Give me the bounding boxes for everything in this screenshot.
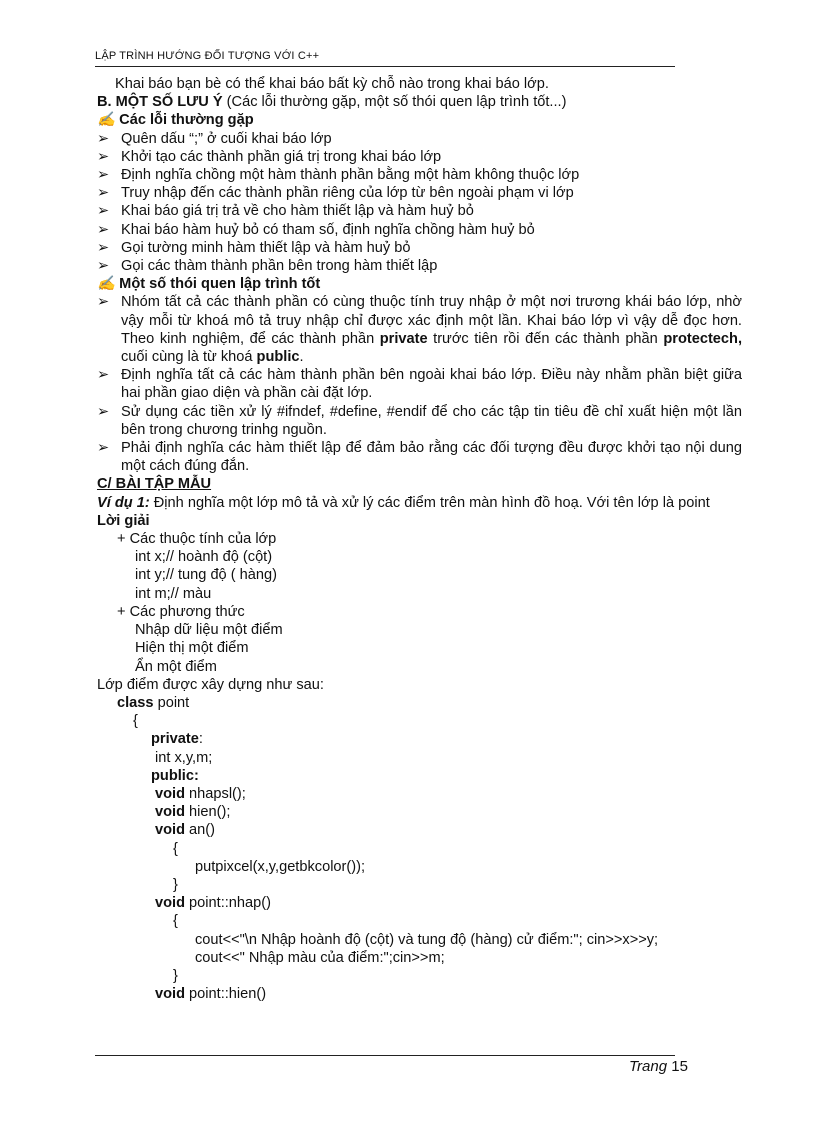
habit1-part2: trước tiên rồi đến các thành phần (427, 330, 664, 347)
list-item (97, 184, 742, 202)
keyword-public: public (256, 349, 300, 366)
example-label: Ví dụ 1: (97, 494, 150, 511)
solution-label: Lời giải (97, 512, 150, 529)
page-footer (629, 1058, 688, 1075)
code-line: { (173, 913, 178, 930)
section-b-title (97, 93, 742, 111)
keyword-protected: protectech, (663, 330, 743, 347)
pencil-icon: ✍ (97, 276, 116, 293)
keyword-class: class (117, 694, 154, 711)
list-item (97, 439, 742, 475)
errors-heading-text: Các lỗi thường gặp (119, 112, 254, 129)
list-item (97, 403, 742, 439)
method-line: Hiện thị một điểm (135, 640, 249, 657)
keyword-void: void (155, 785, 185, 802)
header-rule (95, 66, 675, 67)
code-line: int x,y,m; (155, 749, 213, 766)
list-item (97, 130, 742, 148)
attr-heading: + Các thuộc tính của lớp (117, 531, 277, 548)
keyword-void: void (155, 804, 185, 821)
habit1-part4: . (299, 349, 304, 366)
list-item-text: Quên dấu “;” ở cuối khai báo lớp (121, 130, 332, 147)
list-item-text: Khai báo giá trị trả về cho hàm thiết lập và hàm huỷ bỏ (121, 203, 474, 220)
code-line: cout<<"\n Nhập hoành độ (cột) và tung độ (hàng) cử điểm:"; cin>>x>>y; (195, 931, 659, 948)
arrow-right-icon: ➢ (97, 258, 110, 275)
code-line (97, 894, 742, 912)
code-line: public: (151, 767, 199, 784)
intro-line: Khai báo bạn bè có thể khai báo bất kỳ chỗ nào trong khai báo lớp. (115, 76, 549, 92)
footer-rule (95, 1055, 675, 1056)
arrow-right-icon: ➢ (97, 203, 110, 220)
list-item-text: Gọi tường minh hàm thiết lập và hàm huỷ bỏ (121, 239, 411, 256)
code-line (97, 694, 742, 712)
keyword-void: void (155, 895, 185, 912)
list-item-text: Khai báo hàm huỷ bỏ có tham số, định nghĩa chồng hàm huỷ bỏ (121, 221, 535, 238)
running-header: LẬP TRÌNH HƯỚNG ĐỐI TƯỢNG VỚI C++ (95, 50, 320, 62)
example-text: Định nghĩa một lớp mô tả và xử lý các điểm trên màn hình đồ hoạ. Với tên lớp là point (149, 494, 710, 511)
attr-line: int m;// màu (135, 585, 212, 602)
list-item (97, 293, 742, 366)
code-line (97, 785, 742, 803)
list-item (97, 166, 742, 184)
arrow-right-icon: ➢ (97, 148, 110, 165)
code-line: { (173, 840, 178, 857)
arrow-right-icon: ➢ (97, 367, 110, 384)
list-item-text: Định nghĩa chồng một hàm thành phần bằng một hàm không thuộc lớp (121, 167, 580, 184)
arrow-right-icon: ➢ (97, 221, 110, 238)
habit1-part1: Nhóm tất cả các thành phần có cùng thuộc tính truy nhập ở một nơi trương khái báo lớp, nhờ vậy mỗi từ khoá mô tả truy nhập chỉ được xác định một lần. Khai báo lớp vì vậy dễ đọc hơn. Theo kinh nghiệm, để các thành phần (121, 294, 742, 347)
attr-line: int x;// hoành độ (cột) (135, 549, 273, 566)
errors-heading (97, 111, 742, 129)
arrow-right-icon: ➢ (97, 403, 110, 420)
page-label: Trang (629, 1058, 668, 1075)
section-b-heading: B. MỘT SỐ LƯU Ý (97, 94, 223, 111)
habits-heading (97, 275, 742, 293)
keyword-void: void (155, 986, 185, 1003)
class-name: point (153, 694, 190, 711)
list-item-text: Gọi các thàm thành phần bên trong hàm thiết lập (121, 258, 438, 275)
code-line: { (133, 713, 138, 730)
keyword-private: private (151, 731, 199, 748)
section-c-heading: C/ BÀI TẬP MẪU (97, 476, 212, 493)
arrow-right-icon: ➢ (97, 440, 110, 457)
method-line: Nhập dữ liệu một điểm (135, 622, 283, 639)
list-item (97, 148, 742, 166)
keyword-private: private (379, 330, 428, 347)
list-item (97, 366, 742, 402)
page-body (97, 75, 742, 1003)
method-line: Ẩn một điểm (135, 658, 217, 675)
pencil-icon: ✍ (97, 112, 116, 129)
code-line (97, 821, 742, 839)
arrow-right-icon: ➢ (97, 185, 110, 202)
code-line: putpixcel(x,y,getbkcolor()); (195, 858, 366, 875)
list-item-text: Sử dụng các tiền xử lý #ifndef, #define, #endif để cho các tập tin tiêu đề chỉ xuất hiện một lần bên trong chương trinhg nguồn. (121, 403, 742, 438)
section-b-subtitle: (Các lỗi thường gặp, một số thói quen lập trình tốt...) (222, 94, 567, 111)
habit1-part3: cuối cùng là từ khoá (121, 349, 257, 366)
list-item (97, 257, 742, 275)
code-colon: : (198, 731, 203, 748)
page-number: 15 (671, 1058, 688, 1075)
method-heading: + Các phương thức (117, 603, 245, 620)
attr-line: int y;// tung độ ( hàng) (135, 567, 277, 584)
list-item-text: Phải định nghĩa các hàm thiết lập để đảm bảo rằng các đối tượng đều được khởi tạo nội dung một cách đúng đắn. (121, 440, 742, 475)
list-item (97, 239, 742, 257)
list-item (97, 202, 742, 220)
code-line (97, 730, 742, 748)
code-line: cout<<" Nhập màu của điểm:";cin>>m; (195, 949, 445, 966)
code-text: point::hien() (185, 986, 267, 1003)
arrow-right-icon: ➢ (97, 130, 110, 147)
list-item-text: Khởi tạo các thành phần giá trị trong khai báo lớp (121, 148, 442, 165)
list-item (97, 221, 742, 239)
example-1 (97, 494, 742, 512)
code-text: hien(); (185, 804, 231, 821)
code-text: point::nhap() (185, 895, 271, 912)
list-item-text: Định nghĩa tất cả các hàm thành phần bên ngoài khai báo lớp. Điều này nhằm phần biệt giữa hai phần giao diện và phần cài đặt lớp. (121, 367, 742, 402)
list-item-text: Truy nhập đến các thành phần riêng của lớp từ bên ngoài phạm vi lớp (121, 185, 574, 202)
keyword-void: void (155, 822, 185, 839)
code-text: an() (185, 822, 216, 839)
class-intro: Lớp điểm được xây dựng như sau: (97, 676, 324, 693)
code-line (97, 803, 742, 821)
code-line: } (173, 876, 178, 893)
arrow-right-icon: ➢ (97, 294, 110, 311)
code-line: } (173, 967, 178, 984)
code-line (97, 985, 742, 1003)
arrow-right-icon: ➢ (97, 167, 110, 184)
arrow-right-icon: ➢ (97, 239, 110, 256)
habits-heading-text: Một số thói quen lập trình tốt (119, 276, 321, 293)
code-text: nhapsl(); (185, 785, 246, 802)
